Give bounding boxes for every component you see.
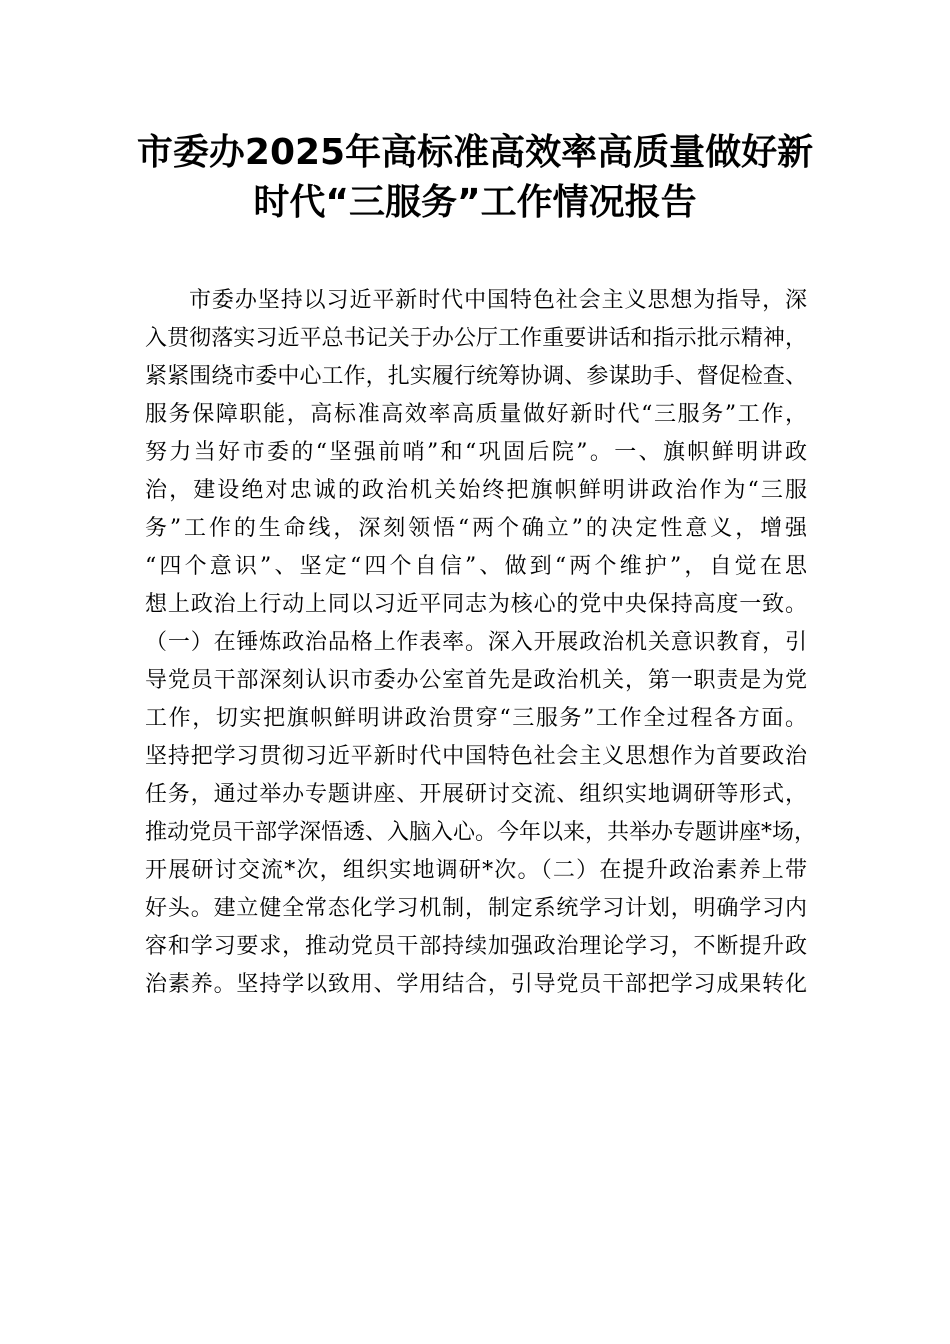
body-line: 市委办坚持以习近平新时代中国特色社会主义思想为指导，深	[189, 288, 807, 313]
body-line: （一）在锤炼政治品格上作表率。深入开展政治机关意识教育，引	[145, 630, 807, 655]
title-line-1: 市委办2025年高标准高效率高质量做好新	[136, 132, 814, 173]
body-line: 务”工作的生命线，深刻领悟“两个确立”的决定性意义，增强	[145, 516, 807, 541]
body-line: 入贯彻落实习近平总书记关于办公厅工作重要讲话和指示批示精神，	[145, 326, 807, 351]
document-body	[145, 282, 817, 1004]
document-title	[100, 128, 850, 228]
body-line: 任务，通过举办专题讲座、开展研讨交流、组织实地调研等形式，	[145, 782, 807, 807]
body-line: 服务保障职能，高标准高效率高质量做好新时代“三服务”工作，	[145, 402, 807, 427]
body-line: “四个意识”、坚定“四个自信”、做到“两个维护”，自觉在思	[145, 554, 807, 579]
body-line: 工作，切实把旗帜鲜明讲政治贯穿“三服务”工作全过程各方面。	[145, 706, 807, 731]
body-line: 容和学习要求，推动党员干部持续加强政治理论学习，不断提升政	[145, 934, 807, 959]
body-line: 坚持把学习贯彻习近平新时代中国特色社会主义思想作为首要政治	[145, 744, 807, 769]
body-line: 好头。建立健全常态化学习机制，制定系统学习计划，明确学习内	[145, 896, 807, 921]
body-line: 努力当好市委的“坚强前哨”和“巩固后院”。一、旗帜鲜明讲政	[145, 440, 807, 465]
body-line: 紧紧围绕市委中心工作，扎实履行统筹协调、参谋助手、督促检查、	[145, 364, 807, 389]
body-line: 治，建设绝对忠诚的政治机关始终把旗帜鲜明讲政治作为“三服	[145, 478, 807, 503]
body-line: 治素养。坚持学以致用、学用结合，引导党员干部把学习成果转化	[145, 972, 807, 997]
title-line-2: 时代“三服务”工作情况报告	[253, 182, 697, 223]
body-line: 想上政治上行动上同以习近平同志为核心的党中央保持高度一致。	[145, 592, 807, 617]
body-line: 导党员干部深刻认识市委办公室首先是政治机关，第一职责是为党	[145, 668, 807, 693]
body-line: 开展研讨交流*次，组织实地调研*次。（二）在提升政治素养上带	[145, 858, 807, 883]
body-line: 推动党员干部学深悟透、入脑入心。今年以来，共举办专题讲座*场，	[145, 820, 817, 845]
